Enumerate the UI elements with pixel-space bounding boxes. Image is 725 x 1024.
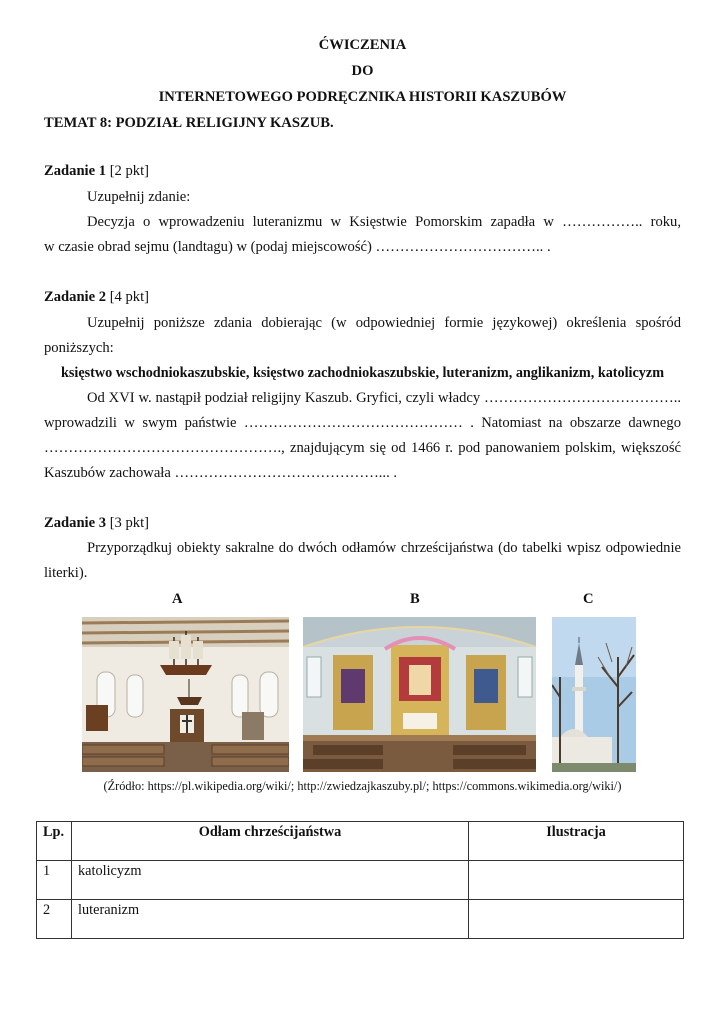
- task3-title: Zadanie 3: [44, 515, 107, 531]
- row-illustration-answer[interactable]: [469, 861, 684, 900]
- task1-heading: [44, 163, 149, 180]
- doc-title-line1: ĆWICZENIA: [318, 37, 407, 53]
- task2-points: [4 pkt]: [106, 289, 150, 305]
- column-header-branch: Odłam chrześcijaństwa: [72, 822, 469, 861]
- task2-term-list: księstwo wschodniokaszubskie, księstwo zachodniokaszubskie, luteranizm, anglikanizm, katolicyzm: [60, 365, 665, 381]
- task2-heading: [44, 289, 149, 306]
- row-number: 1: [37, 861, 72, 900]
- photo-label-b: B: [410, 591, 420, 607]
- task2-instruction-line1: Uzupełnij poniższe zdania dobierając (w odpowiedniej formie językowej) określenia spośród: [87, 315, 681, 331]
- task3-heading: [44, 515, 149, 532]
- table-row: [37, 861, 684, 900]
- answer-table: [36, 821, 684, 939]
- task2-line4: Kaszubów zachowała ……………………………………... .: [44, 465, 398, 481]
- row-branch-name: katolicyzm: [72, 861, 469, 900]
- task2-line2: wprowadzili w swym państwie ……………………………………… . Natomiast na obszarze dawnego: [44, 415, 681, 431]
- task1-line1: Decyzja o wprowadzeniu luteranizmu w Księstwie Pomorskim zapadła w …………….. roku,: [87, 214, 681, 230]
- task3-instruction-line1: Przyporządkuj obiekty sakralne do dwóch odłamów chrześcijaństwa (do tabelki wpisz odpowiednie: [87, 540, 681, 556]
- photo-c-mosque: [552, 617, 636, 772]
- photo-label-a: A: [172, 591, 183, 607]
- doc-title-line3: INTERNETOWEGO PODRĘCZNIKA HISTORII KASZUBÓW: [158, 89, 567, 105]
- task1-title: Zadanie 1: [44, 163, 107, 179]
- task1-line2: w czasie obrad sejmu (landtagu) w (podaj miejscowość) …………………………….. .: [44, 239, 551, 255]
- table-header-row: [37, 822, 684, 861]
- task2-title: Zadanie 2: [44, 289, 107, 305]
- row-number: 2: [37, 900, 72, 939]
- image-source-caption: (Źródło: https://pl.wikipedia.org/wiki/; http://zwiedzajkaszuby.pl/; https://commons.wikimedia.org/wiki/): [103, 779, 622, 793]
- task1-instruction: Uzupełnij zdanie:: [87, 189, 191, 205]
- column-header-illustration: Ilustracja: [469, 822, 684, 861]
- row-illustration-answer[interactable]: [469, 900, 684, 939]
- photo-b-catholic-interior: [303, 617, 536, 772]
- row-branch-name: luteranizm: [72, 900, 469, 939]
- task3-instruction-line2: literki).: [44, 565, 88, 581]
- column-header-lp: Lp.: [37, 822, 72, 861]
- task3-points: [3 pkt]: [106, 515, 150, 531]
- table-row: [37, 900, 684, 939]
- task2-instruction-line2: poniższych:: [44, 340, 114, 356]
- topic-heading: TEMAT 8: PODZIAŁ RELIGIJNY KASZUB.: [44, 115, 334, 131]
- task2-line3: …………………………………………., znajdującym się od 1466 r. pod panowaniem polskim, większość: [44, 440, 681, 456]
- task1-points: [2 pkt]: [106, 163, 150, 179]
- task2-line1: Od XVI w. nastąpił podział religijny Kaszub. Gryfici, czyli władcy …………………………………..: [87, 390, 681, 406]
- photo-label-c: C: [583, 591, 594, 607]
- doc-title-line2: DO: [351, 63, 374, 79]
- photo-a-lutheran-interior: [82, 617, 289, 772]
